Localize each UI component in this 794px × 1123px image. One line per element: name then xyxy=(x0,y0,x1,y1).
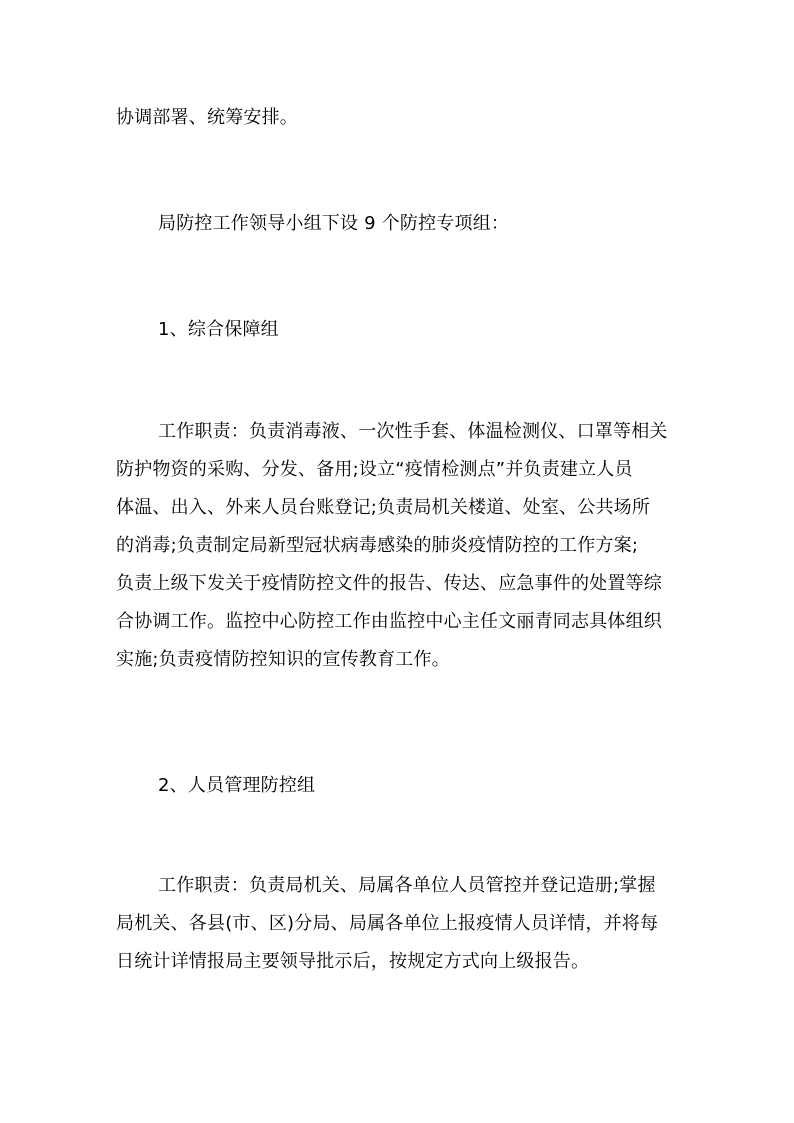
section-1-line: 体温、出入、外来人员台账登记;负责局机关楼道、处室、公共场所 xyxy=(116,497,651,518)
section-2-line: 日统计详情报局主要领导批示后，按规定方式向上级报告。 xyxy=(116,951,590,972)
section-2-line: 局机关、各县(市、区)分局、局属各单位上报疫情人员详情，并将每 xyxy=(116,913,659,934)
section-1-line: 负责上级下发关于疫情防控文件的报告、传达、应急事件的处置等综 xyxy=(116,573,662,594)
section-2-line: 工作职责：负责局机关、局属各单位人员管控并登记造册;掌握 xyxy=(158,875,656,896)
section-heading-1: 1、综合保障组 xyxy=(158,319,279,340)
overview-paragraph: 局防控工作领导小组下设 9 个防控专项组： xyxy=(158,213,510,234)
section-heading-2: 2、人员管理防控组 xyxy=(158,775,316,796)
section-1-line: 实施;负责疫情防控知识的宣传教育工作。 xyxy=(116,649,450,670)
section-1-line: 合协调工作。监控中心防控工作由监控中心主任文丽青同志具体组织 xyxy=(116,611,662,632)
section-1-line: 工作职责：负责消毒液、一次性手套、体温检测仪、口罩等相关 xyxy=(158,421,668,442)
intro-fragment: 协调部署、统筹安排。 xyxy=(116,107,298,128)
section-1-line: 防护物资的采购、分发、备用;设立“疫情检测点”并负责建立人员 xyxy=(116,459,633,480)
section-1-line: 的消毒;负责制定局新型冠状病毒感染的肺炎疫情防控的工作方案; xyxy=(116,535,639,556)
